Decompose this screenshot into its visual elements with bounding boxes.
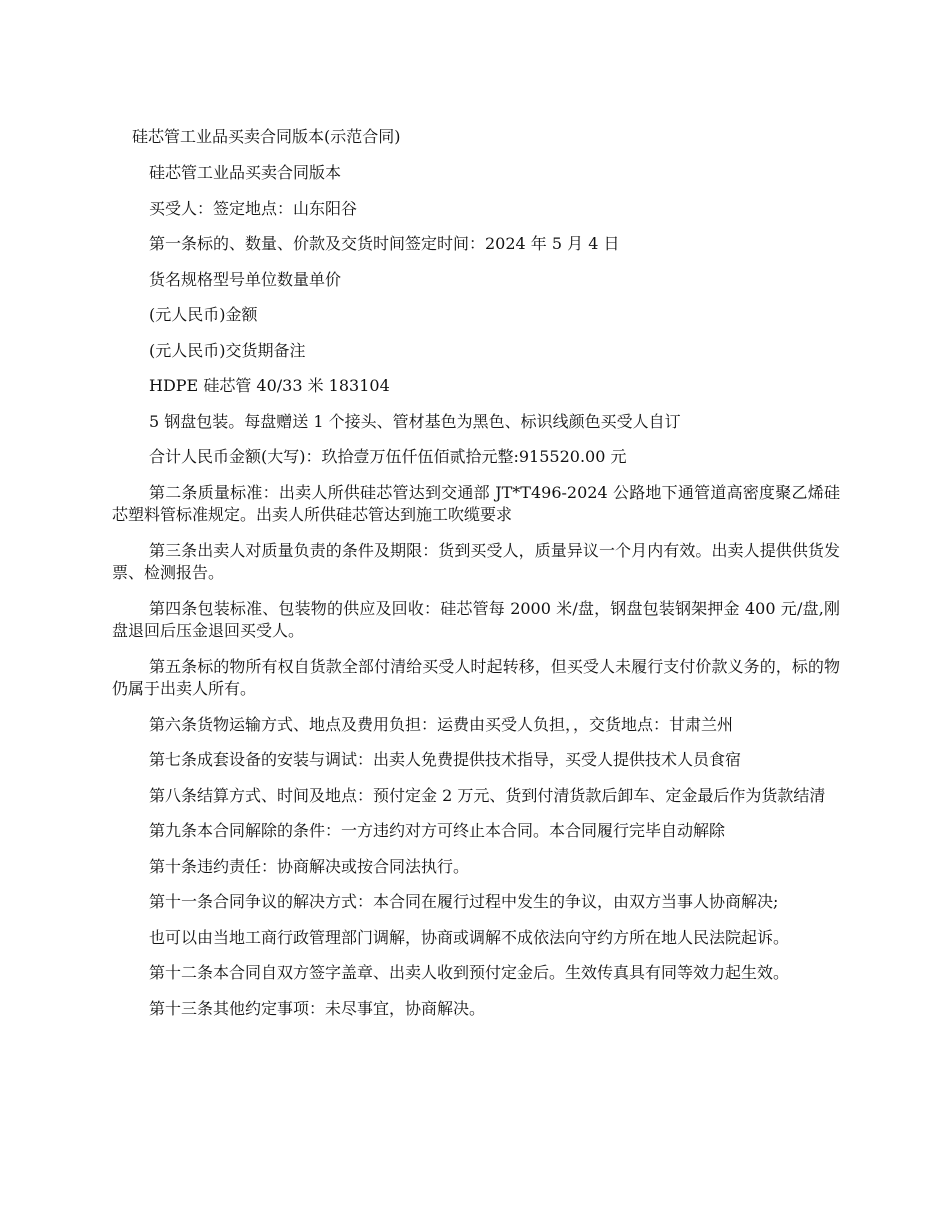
paragraph: 第六条货物运输方式、地点及费用负担：运费由买受人负担，，交货地点：甘肃兰州 — [149, 714, 734, 734]
paragraph: 第四条包装标准、包装物的供应及回收：硅芯管每 2000 米/盘，钢盘包装钢架押金 400 元/盘,刚盘退回后压金退回买受人。 — [112, 598, 840, 640]
paragraph: 第十一条合同争议的解决方式：本合同在履行过程中发生的争议，由双方当事人协商解决; — [149, 892, 779, 911]
paragraph: (元人民币)交货期备注 — [149, 340, 306, 360]
paragraph: 货名规格型号单位数量单价 — [149, 269, 342, 289]
paragraph: 第五条标的物所有权自货款全部付清给买受人时起转移，但买受人未履行支付价款义务的，标的物仍属于出卖人所有。 — [112, 656, 840, 698]
document-title: 硅芯管工业品买卖合同版本(示范合同) — [132, 127, 401, 146]
paragraph: 第十二条本合同自双方签字盖章、出卖人收到预付定金后。生效传真具有同等效力起生效。 — [149, 963, 790, 982]
paragraph: 第九条本合同解除的条件：一方违约对方可终止本合同。本合同履行完毕自动解除 — [149, 821, 726, 840]
paragraph: 硅芯管工业品买卖合同版本 — [149, 163, 342, 182]
paragraph: HDPE 硅芯管 40/33 米 183104 — [149, 376, 390, 395]
document-body — [112, 162, 840, 1033]
paragraph: 第十三条其他约定事项：未尽事宜，协商解决。 — [149, 998, 486, 1018]
paragraph: 第一条标的、数量、价款及交货时间签定时间：2024 年 5 月 4 日 — [149, 234, 620, 253]
paragraph: 也可以由当地工商行政管理部门调解，协商或调解不成依法向守约方所在地人民法院起诉。 — [149, 927, 790, 947]
paragraph: (元人民币)金额 — [149, 305, 258, 324]
paragraph: 第二条质量标准：出卖人所供硅芯管达到交通部 JT*T496-2024 公路地下通管道高密度聚乙烯硅芯塑料管标准规定。出卖人所供硅芯管达到施工吹缆要求 — [112, 482, 840, 524]
paragraph: 买受人：签定地点：山东阳谷 — [149, 198, 358, 218]
paragraph: 合计人民币金额(大写)：玖拾壹万伍仟伍佰贰拾元整:915520.00 元 — [149, 447, 627, 466]
paragraph: 第八条结算方式、时间及地点：预付定金 2 万元、货到付清货款后卸车、定金最后作为货款结清 — [149, 785, 826, 805]
paragraph: 第七条成套设备的安装与调试：出卖人免费提供技术指导，买受人提供技术人员食宿 — [149, 750, 742, 769]
paragraph: 第三条出卖人对质量负责的条件及期限：货到买受人，质量异议一个月内有效。出卖人提供供货发票、检测报告。 — [112, 540, 840, 582]
paragraph: 第十条违约责任：协商解决或按合同法执行。 — [149, 856, 470, 876]
paragraph: 5 钢盘包装。每盘赠送 1 个接头、管材基色为黑色、标识线颜色买受人自订 — [149, 411, 681, 431]
